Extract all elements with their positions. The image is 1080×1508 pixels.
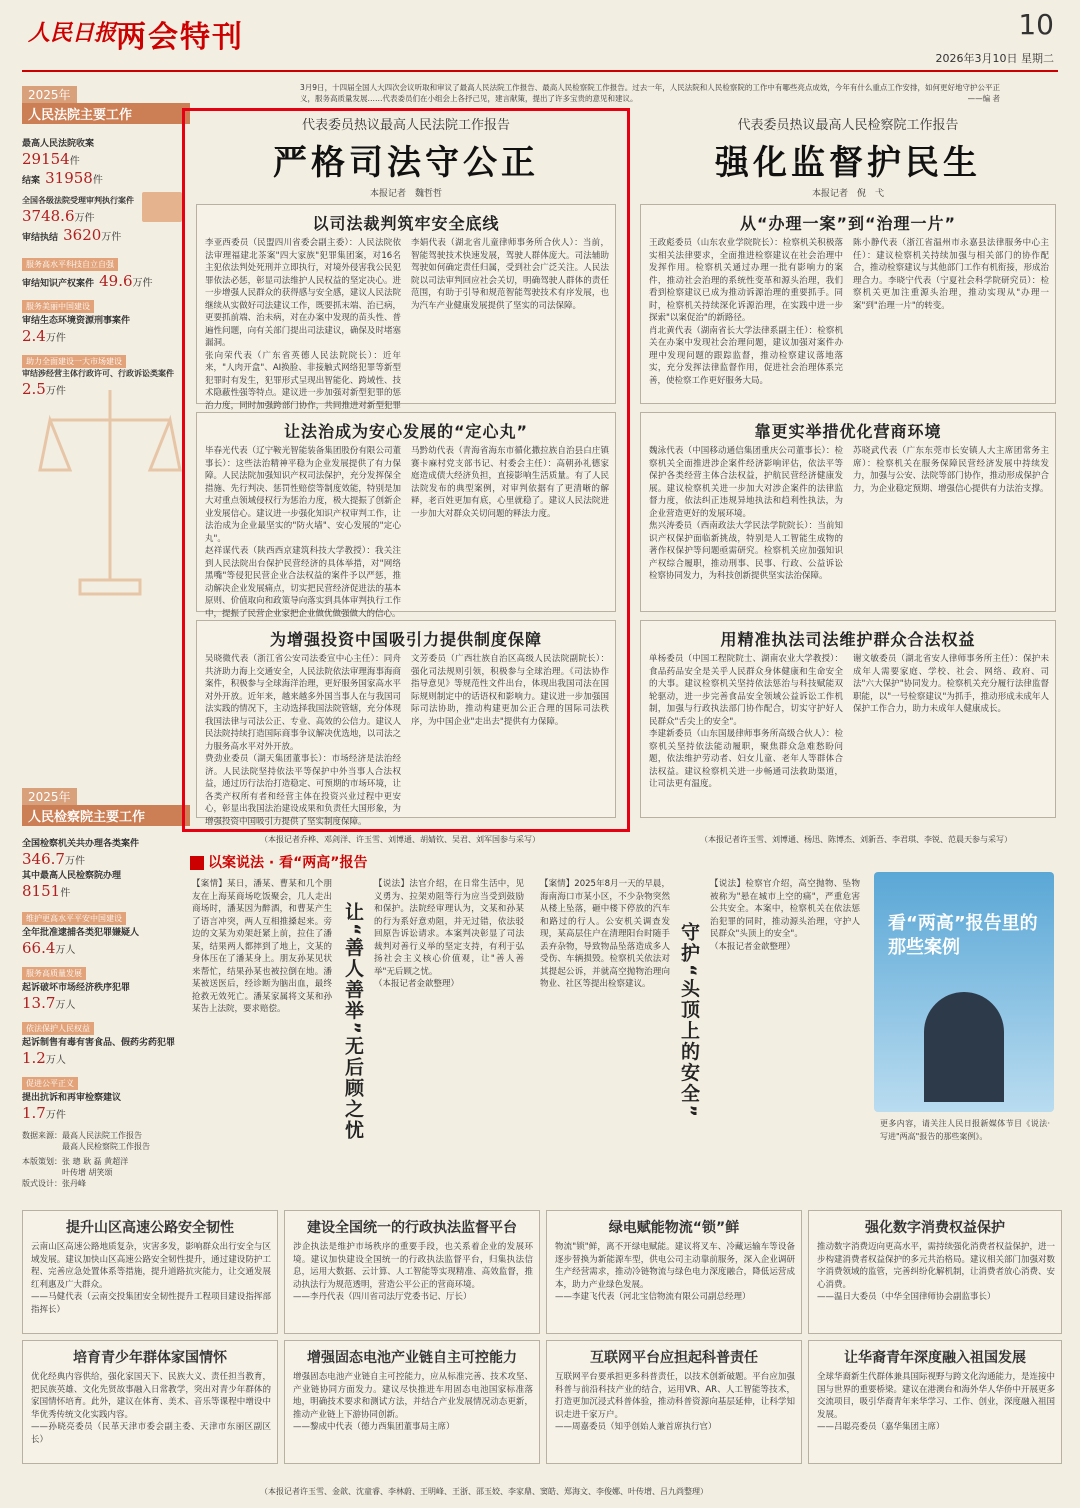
stat-value: 49.6 bbox=[99, 272, 133, 290]
data-source: 数据来源：最高人民法院工作报告 最高人民检察院工作报告 bbox=[22, 1131, 150, 1151]
stat-category: 促进公平正义 bbox=[22, 1077, 78, 1090]
scales-illustration bbox=[40, 380, 180, 780]
paragraph: 涉企执法是维护市场秩序的重要手段，也关系着企业的发展环境。建议加快建设全国统一的行政执法监督平台，归集执法信息，运用大数据、云计算、人工智能等实现精准、高效监督，推动执法行为规范透明，营造公平公正的营商环境。 bbox=[293, 1242, 533, 1290]
stat-value: 346.7 bbox=[22, 850, 65, 868]
cases-header bbox=[190, 852, 1060, 872]
proc-kicker: 代表委员热议最高人民检察院工作报告 bbox=[737, 118, 959, 133]
section-col-left bbox=[205, 237, 401, 411]
stat-category: 服务高水平科技自立自强 bbox=[22, 258, 118, 271]
court-kicker: 代表委员热议最高人民法院工作报告 bbox=[301, 118, 510, 133]
stat-value: 3620 bbox=[63, 226, 102, 244]
paragraph: 单杨委员（中国工程院院士、湖南农业大学教授）：食品药品安全是关乎人民群众身体健康和生命安全的大事。建议检察机关坚持依法惩治与科技赋能双轮驱动，进一步完善食品安全领域公益诉讼工作机制，加强与行政执法部门协作配合，切实守护好人民群众"舌尖上的安全"。 bbox=[649, 654, 843, 727]
cases-section bbox=[190, 852, 1060, 1202]
section-col-left bbox=[205, 653, 401, 827]
page-credits: 本版策划：张 璁 耿 磊 黄超洋 叶传增 胡笑颂 版式设计：张丹峰 bbox=[22, 1157, 129, 1188]
case-left-col-1 bbox=[192, 878, 332, 1198]
paragraph: 【说法】检察官介绍，高空抛物、坠物被称为"悬在城市上空的痛"，严重危害公共安全。本案中，检察机关在依法惩治犯罪的同时，推动源头治理，守护人民群众"头顶上的安全"。 bbox=[710, 879, 860, 939]
stat-category: 服务高质量发展 bbox=[22, 967, 86, 980]
justice-scales-icon bbox=[40, 380, 180, 780]
proposal-card bbox=[284, 1340, 540, 1464]
proposal-card bbox=[22, 1210, 278, 1334]
court-credits: （本报记者乔桦、邓剑洋、许玉雪、刘博通、胡婧钦、吴君、刘军国参与采写） bbox=[260, 835, 540, 844]
proposal-title: 让华裔青年深度融入祖国发展 bbox=[844, 1350, 1026, 1366]
stat-label: 起诉制售有毒有害食品、假药劣药犯罪 bbox=[22, 1038, 176, 1048]
proposal-body bbox=[817, 1371, 1055, 1459]
paragraph: 焦兴涛委员（西南政法大学民法学院院长）：当前知识产权保护面临新挑战，特别是人工智能生成物的著作权保护等问题亟需研究。检察机关应加强知识产权综合履职，推动刑事、民事、行政、公益诉讼检察协同发力，为科技创新提供坚实法治保障。 bbox=[649, 521, 843, 581]
section-title: 用精准执法司法维护群众合法权益 bbox=[720, 630, 976, 649]
paragraph: 【案情】某日，潘某、曹某和几个朋友在上海某商场吃饭聚会，几人走出商场时，潘某因为醉酒，和曹某产生了语言冲突，两人互相推搡起来。旁边的文某为劝架赶紧上前，拉住了潘某，结果两人都摔到了地上，文某的身体压在了潘某身上。朋友孙某见状来帮忙，结果孙某也被拉倒在地。潘某被送医后，经诊断为脑出血，最终抢救无效死亡。潘某家属将文某和孙某告上法院，要求赔偿。 bbox=[192, 879, 332, 1014]
proc-section-3 bbox=[640, 620, 1056, 818]
paragraph: 费劲业委员（湖天集团董事长）：市场经济是法治经济。人民法院坚持依法平等保护中外当事人合法权益，通过历行法治打造稳定、可预期的市场环境，让各类产权所有者和经营主体在投资兴业过程中更安心，彰显出我国法治建设成果和负责任大国形象，为增强投资中国吸引力提供了坚实制度保障。 bbox=[205, 754, 401, 827]
caption-text: 更多内容，请关注人民日报新媒体节目《说法·写进"两高"报告的那些案例》。 bbox=[880, 1119, 1050, 1141]
proposal-author: ——李建飞代表（河北宝信物流有限公司副总经理） bbox=[555, 1292, 751, 1302]
stat-label: 审结知识产权案件 bbox=[22, 279, 95, 289]
stat-value: 29154 bbox=[22, 150, 70, 168]
masthead-rule bbox=[22, 70, 1058, 72]
page-number: 10 bbox=[1018, 8, 1054, 41]
paragraph: 李建新委员（山东国晟律师事务所高级合伙人）：检察机关坚持依法能动履职，聚焦群众急难愁盼问题，依法维护劳动者、妇女儿童、老年人等群体合法权益。建议检察机关进一步畅通司法救助渠道，让司法更有温度。 bbox=[649, 729, 843, 789]
video-promo-card[interactable] bbox=[874, 872, 1054, 1112]
paper-name: 人民日报 bbox=[28, 20, 117, 46]
stat-value: 31958 bbox=[45, 169, 93, 187]
case-left-col-2 bbox=[374, 878, 524, 1188]
section-title: 从“办理一案”到“治理一片” bbox=[739, 214, 957, 233]
stat-value: 13.7 bbox=[22, 994, 56, 1012]
books-icon bbox=[142, 192, 182, 222]
stat-label: 审结涉经营主体行政许可、行政诉讼类案件 bbox=[22, 369, 174, 378]
stat-category: 维护更高水平平安中国建设 bbox=[22, 912, 126, 925]
bottom-credits: （本报记者许玉雪、金歆、沈童睿、李林蔚、王明峰、王浙、邵玉姣、李家鼎、窦皓、郑海文、李俊娜、叶传增、吕九尚整理） bbox=[260, 1487, 708, 1496]
stat-label: 全国检察机关共办理各类案件 bbox=[22, 839, 140, 849]
masthead bbox=[0, 0, 1080, 78]
proposal-author: ——黎成中代表（德力西集团董事局主席） bbox=[293, 1422, 455, 1432]
stat-unit: 万件 bbox=[45, 333, 66, 344]
proposal-title: 互联网平台应担起科普责任 bbox=[590, 1350, 758, 1366]
section-title: 以司法裁判筑牢安全底线 bbox=[312, 214, 500, 233]
cases-badge-icon bbox=[190, 856, 204, 870]
proposal-body bbox=[293, 1371, 533, 1459]
section-col-right bbox=[853, 653, 1049, 813]
stat-category: 服务美丽中国建设 bbox=[22, 300, 94, 313]
sidebar-court-year: 2025年 bbox=[22, 86, 77, 103]
paragraph: 文芳委员（广西壮族自治区高级人民法院副院长）：强化司法规则引领，积极参与全球治理。《司法协作指导意见》等规范性文件出台，体现出我国司法在国际规则制定中的话语权和影响力。建议进一步加强国际司法协助，推动构建更加公正合理的国际司法秩序，为中国企业"走出去"提供有力保障。 bbox=[411, 654, 609, 727]
sidebar-procuratorate bbox=[22, 786, 190, 1206]
section-col-right bbox=[853, 445, 1049, 607]
stat-label: 起诉破坏市场经济秩序犯罪 bbox=[22, 983, 131, 993]
stat-value: 1.2 bbox=[22, 1049, 46, 1067]
paragraph: 苏晓武代表（广东东莞市长安镇人大主席团常务主席）：检察机关在服务保障民营经济发展中持续发力，加强与公安、法院等部门协作，推动形成保护合力，为企业稳定预期、增强信心提供有力法治支撑。 bbox=[853, 446, 1049, 494]
proposal-body bbox=[293, 1241, 533, 1329]
paragraph: 谢文敏委员（湖北省安人律师事务所主任）：保护未成年人需要家庭、学校、社会、网络、政府、司法"六大保护"协同发力。检察机关充分履行法律监督职能，以"一号检察建议"为抓手，推动形成未成年人保护工作合力，助力未成年人健康成长。 bbox=[853, 654, 1049, 714]
proposal-body bbox=[555, 1371, 795, 1459]
proposal-title: 培育青少年群体家国情怀 bbox=[73, 1350, 227, 1366]
paragraph: 李亚西委员（民盟四川省委会副主委）：人民法院依法审理福建北茶案"四大家族"犯罪集团案，对16名主犯依法判处死刑并立即执行，对境外侵害我公民犯罪依法必惩，彰显司法维护人民权益的坚定决心。进一步增强人民群众的获得感与安全感，建议人民法院继续从实做好司法建议工作，既要抓末端、治已病，更要抓前端、治未病，对在办案中发现的苗头性、普遍性问题，向有关部门提出司法建议，确保及时堵塞漏洞。 bbox=[205, 238, 401, 348]
proposal-title: 强化数字消费权益保护 bbox=[865, 1220, 1005, 1236]
paragraph: 李娟代表（湖北省儿童律师事务所合伙人）：当前，智能驾驶技术快速发展，驾驶人群体庞大。司法辅助驾驶如何确定责任归属，受到社会广泛关注。人民法院以司法审判回应社会关切，明确驾驶人群体的责任范围，有助于引导和规范智能驾驶技术有序发展，也为汽车产业健康发展提供了坚实的司法保障。 bbox=[411, 238, 609, 311]
paragraph: 【说法】法官介绍，在日常生活中，见义勇为、拉架劝阻等行为应当受到鼓励和保护。法院经审理认为，文某和孙某的行为系好意劝阻，并无过错，依法驳回原告诉讼请求。本案判决彰显了司法裁判对善行义举的坚定支持，有利于弘扬社会主义核心价值观，让"善人善举"无后顾之忧。 bbox=[374, 879, 524, 977]
court-byline: 本报记者 魏哲哲 bbox=[369, 189, 442, 199]
stat-label: 其中最高人民检察院办理 bbox=[22, 871, 122, 881]
paragraph: 赵祥谋代表（陕西西京建筑科技大学教授）：我关注到人民法院出台保护民营经济的具体举措，对"网络黑嘴"等侵犯民营企业合法权益的案件予以严惩，推动解决企业发展痛点，切实把民营经济促进法的基本原则、价值取向和政策导向落实到具体审判执行工作中，提振了民营企业家把企业做优做强做大的信心。 bbox=[205, 546, 401, 619]
stat-value: 66.4 bbox=[22, 939, 56, 957]
editor-intro: 3月9日，十四届全国人大四次会议听取和审议了最高人民法院工作报告、最高人民检察院工作报告。过去一年，人民法院和人民检察院的工作中有哪些亮点成效，今年有什么重点工作安排，如何更好地守护公平正义，服务高质量发展……代表委员们在小组会上各抒己见，建言献策，提出了许多宝贵的意见和建议。 ——编 者 bbox=[300, 83, 1000, 103]
section-col-left bbox=[649, 653, 843, 813]
stat-label: 最高人民法院收案 bbox=[22, 139, 95, 149]
section-col-left bbox=[649, 445, 843, 607]
case-left-title: 让“善人善举”无后顾之忧 bbox=[342, 902, 364, 1141]
sidebar-proc-title: 人民检察院主要工作 bbox=[22, 805, 190, 826]
stat-label: 审结生态环境资源刑事案件 bbox=[22, 316, 131, 326]
proposal-body bbox=[817, 1241, 1055, 1329]
stat-unit: 万件 bbox=[64, 856, 85, 867]
paragraph: 全球华裔新生代群体兼具国际视野与跨文化沟通能力，是连接中国与世界的重要桥梁。建议在港澳台和海外华人华侨中开展更多交流项目，吸引华裔青年来华学习、工作、创业，深度融入祖国发展。 bbox=[817, 1372, 1056, 1420]
section-col-right bbox=[411, 237, 609, 399]
sidebar-court bbox=[22, 84, 190, 398]
proc-byline: 本报记者 倪 弋 bbox=[811, 189, 884, 199]
paragraph: 魏泳代表（中国移动通信集团重庆公司董事长）：检察机关全面推进涉企案件经济影响评估，依法平等保护各类经营主体合法权益，护航民营经济健康发展。建议检察机关进一步加大对涉企案件的法律监督力度，依法纠正违规异地执法和趋利性执法，为企业营造更好的发展环境。 bbox=[649, 446, 843, 519]
case-right-title: 守护“头顶上的安全” bbox=[678, 922, 700, 1119]
proposal-card bbox=[808, 1340, 1062, 1464]
proposal-author: ——吕聪亮委员（嘉华集团主席） bbox=[817, 1422, 945, 1432]
paragraph: 【案情】2025年8月一天的早晨，海南海口市某小区，不少杂物突然从楼上坠落，砸中楼下停放的汽车和路过的行人。公安机关调查发现，某高层住户在清理阳台时随手丢弃杂物，导致物品坠落造成多人受伤、车辆损毁。检察机关依法对其提起公诉，并就高空抛物治理向物业、社区等提出检察建议。 bbox=[540, 879, 670, 989]
court-section-1 bbox=[196, 204, 616, 411]
stat-category: 依法保护人民权益 bbox=[22, 1022, 94, 1035]
proposal-body bbox=[31, 1371, 271, 1459]
proposal-card bbox=[284, 1210, 540, 1334]
stat-label: 提出抗诉和再审检察建议 bbox=[22, 1093, 122, 1103]
intro-editor: ——编 者 bbox=[967, 94, 1000, 103]
paragraph: 毕春光代表（辽宁鞍光智能装备集团股份有限公司董事长）：这些法治精神平稳为企业发展提供了有力保障。人民法院加强知识产权司法保护，充分发挥保全措施、先行判决、惩罚性赔偿等制度效能，特别是加大对重点领域侵权行为惩治力度，极大提振了创新企业发展信心。建议进一步强化知识产权审判工作，让法治成为企业最坚实的"防火墙"、安心发展的"定心丸"。 bbox=[205, 446, 401, 544]
proc-section-1 bbox=[640, 204, 1056, 404]
proposal-title: 提升山区高速公路安全韧性 bbox=[66, 1220, 234, 1236]
proposal-author: ——孙晓亮委员（民革天津市委会副主委、天津市东丽区副区长） bbox=[31, 1422, 271, 1445]
proposal-title: 绿电赋能物流“锁”鲜 bbox=[608, 1220, 740, 1236]
paragraph: 增强固态电池产业链自主可控能力，应从标准完善、技术攻坚、产业链协同方面发力。建议尽快推进车用固态电池国家标准落地，明确技术要求和测试方法，并结合产业发展情况动态更新，推动产业链上下游协同创新。 bbox=[293, 1372, 533, 1420]
proposal-author: ——马健代表（云南交投集团安全韧性提升工程项目建设指挥部指挥长） bbox=[31, 1292, 271, 1315]
presenter-avatar bbox=[924, 992, 1004, 1102]
proposal-title: 建设全国统一的行政执法监督平台 bbox=[307, 1220, 517, 1236]
court-section-3 bbox=[196, 620, 616, 827]
section-title: 为增强投资中国吸引力提供制度保障 bbox=[269, 630, 542, 649]
proposal-card bbox=[546, 1210, 802, 1334]
sidebar-proc-year: 2025年 bbox=[22, 788, 77, 805]
proposal-card bbox=[22, 1340, 278, 1464]
proposal-author: ——周嘉委员（知乎创始人兼首席执行官） bbox=[555, 1422, 717, 1432]
stat-unit: 件 bbox=[60, 888, 71, 899]
section-col-right bbox=[853, 237, 1049, 399]
sidebar-court-title: 人民法院主要工作 bbox=[22, 103, 190, 124]
proc-section-2 bbox=[640, 412, 1056, 612]
paragraph: 肖北黄代表（湖南省长大学法律系副主任）：检察机关在办案中发现社会治理问题，建议加强对案件办理中发现问题的跟踪监督，推动检察建议落地落实，充分发挥法律监督作用，促进社会治理体系完善，使检察工作更好服务大局。 bbox=[649, 325, 843, 386]
court-headline: 严格司法守公正 bbox=[273, 143, 539, 183]
stat-label: 全国各级法院受理审判执行案件 bbox=[22, 196, 134, 205]
proc-headline: 强化监督护民生 bbox=[715, 143, 981, 183]
stat-unit: 件 bbox=[92, 175, 103, 186]
stat-value: 8151 bbox=[22, 882, 61, 900]
case-right-col-1 bbox=[540, 878, 670, 1188]
section-title: 两会特刊 bbox=[116, 20, 244, 55]
section-col-left bbox=[205, 445, 401, 619]
proposal-body bbox=[31, 1241, 271, 1329]
paragraph: 吴晓微代表（浙江省公安司法委宣中心主任）：同舟共济助力海上交通安全，人民法院依法审理海事海商案件，积极参与全球海洋治理，更好服务国家高水平对外开放。近年来，越来越多外国当事人在与我国司法实践的情况下，主动选择我国法院管辖，充分体现我国法律与司法公正、专业、高效的公信力。建议人民法院持续打造国际商事争议解决优选地，以司法之力服务高水平对外开放。 bbox=[205, 654, 401, 752]
stat-unit: 万件 bbox=[132, 278, 153, 289]
section-col-right bbox=[411, 445, 609, 607]
stat-unit: 万件 bbox=[74, 213, 95, 224]
court-article bbox=[190, 114, 622, 827]
stat-unit: 万件 bbox=[101, 232, 122, 243]
proposal-author: ——温日大委员（中华全国律师协会副监事长） bbox=[817, 1292, 996, 1302]
court-section-2 bbox=[196, 412, 616, 619]
stat-value: 2.4 bbox=[22, 327, 46, 345]
issue-date: 2026年3月10日 星期二 bbox=[935, 52, 1054, 65]
stat-label: 结案 bbox=[22, 176, 41, 186]
paragraph: 互联网平台要承担更多科普责任，以技术创新破题。平台应加强科普与前沿科技产业的结合，运用VR、AR、人工智能等技术，打造更加沉浸式科普体验，推动科普资源向基层延伸，让科学知识走进千家万户。 bbox=[555, 1372, 795, 1420]
proc-credits: （本报记者许玉雪、刘博通、杨迅、陈博杰、刘新吾、李君琪、李锐、范晨天参与采写） bbox=[700, 835, 1012, 844]
proposal-card bbox=[546, 1340, 802, 1464]
section-col-left bbox=[649, 237, 843, 399]
paragraph: 马黔幼代表（青海省海东市循化撒拉族自治县白庄镇赛卡麻村党支部书记、村委会主任）：高朝孙礼德家庭造成债大经济负担，直接影响生活质量。有了人民法院发布的典型案例，对审判依据有了更清晰的解释，老百姓更加有底，心里就稳了。建议人民法院进一步加大对群众关切问题的释法力度。 bbox=[411, 446, 609, 519]
proposals-grid bbox=[22, 1210, 1062, 1478]
stat-value: 3748.6 bbox=[22, 207, 75, 225]
case-credit: （本报记者金歆整理） bbox=[710, 941, 796, 952]
paragraph: 陈小静代表（浙江省温州市永嘉县法律服务中心主任）：建议检察机关持续加强与相关部门的协作配合，推动检察建议与其他部门工作有机衔接，形成治理合力。李晓宁代表（宁夏社会科学院研究员）：检察机关更加注重源头治理，推动实现从"办理一案"到"治理一片"的转变。 bbox=[853, 238, 1049, 311]
stat-value: 2.5 bbox=[22, 380, 46, 398]
stat-value: 1.7 bbox=[22, 1104, 46, 1122]
proposal-body bbox=[555, 1241, 795, 1329]
promo-caption bbox=[880, 1118, 1050, 1158]
section-title: 让法治成为安心发展的“定心丸” bbox=[283, 422, 529, 441]
case-credit: （本报记者金歆整理） bbox=[374, 979, 460, 989]
stat-unit: 万人 bbox=[55, 1000, 76, 1011]
case-right-col-2 bbox=[710, 878, 860, 1188]
section-col-right bbox=[411, 653, 609, 813]
stat-label: 审结执结 bbox=[22, 233, 59, 243]
cases-header-text: 以案说法 · 看“两高”报告 bbox=[208, 855, 368, 871]
proposal-author: ——李丹代表（四川省司法厅党委书记、厅长） bbox=[293, 1292, 472, 1302]
section-title: 靠更实举措优化营商环境 bbox=[754, 422, 942, 441]
promo-title: 看“两高”报告里的那些案例 bbox=[888, 913, 1038, 958]
paragraph: 推动数字消费迈向更高水平，需持续强化消费者权益保护，进一步构建消费者权益保护的多元共治格局。建议相关部门加强对数字消费领域的监管，完善纠纷化解机制，让消费者放心消费、安心消费。 bbox=[817, 1242, 1056, 1290]
stat-unit: 万人 bbox=[55, 945, 76, 956]
paragraph: 王政彪委员（山东农业学院院长）：检察机关积极落实相关法律要求，全面推进检察建议在社会治理中发挥作用。检察机关通过办理一批有影响力的案件，推动社会治理的系统性变革和源头治理，我们看到检察建议已成为推动诉源治理的重要抓手。同时，检察机关持续深化诉源治理，在实践中进一步探索"以案促治"的新路径。 bbox=[649, 238, 843, 323]
stat-label: 全年批准逮捕各类犯罪嫌疑人 bbox=[22, 928, 140, 938]
paragraph: 云南山区高速公路地质复杂，灾害多发，影响群众出行安全与区域发展。建议加快山区高速公路安全韧性提升，通过建设防护工程、完善应急处置体系等措施，提升道路抗灾能力，让交通发展红利惠及广大群众。 bbox=[31, 1242, 271, 1290]
paragraph: 张向荣代表（广东省英德人民法院院长）：近年来，"人肉开盒"、AI换脸、非接触式网络犯罪等新型犯罪时有发生，犯罪形式呈现出智能化、跨域性、技术隐蔽性强等特点。建议进一步加强对新型犯罪的惩治力度，同时加强跨部门协作，共同推进对新型犯罪 bbox=[205, 350, 401, 411]
paragraph: 优化经典内容供给，强化家国天下、民族大义、责任担当教育，把民族英雄、文化先贤故事融入日常教学，突出对青少年群体的家国情怀培育。此外，建议在体育、美术、音乐等课程中增设中华优秀传统文化实践内容。 bbox=[31, 1372, 271, 1420]
stat-unit: 件 bbox=[69, 156, 80, 167]
stat-unit: 万件 bbox=[45, 1110, 66, 1121]
proposal-title: 增强固态电池产业链自主可控能力 bbox=[307, 1350, 517, 1366]
paragraph: 物流"锁"鲜，离不开绿电赋能。建议将叉车、冷藏运输车等设备逐步替换为新能源车型，供电公司主动靠前服务，深入企业调研生产经营需求，推动冷链物流与绿色电力深度融合，降低运营成本，助力产业绿色发展。 bbox=[555, 1242, 795, 1290]
proposal-card bbox=[808, 1210, 1062, 1334]
stat-category: 助力全面建设一大市场建设 bbox=[22, 355, 126, 368]
proc-article bbox=[636, 114, 1060, 824]
stat-unit: 万人 bbox=[45, 1055, 66, 1066]
stat-unit: 万件 bbox=[45, 386, 66, 397]
